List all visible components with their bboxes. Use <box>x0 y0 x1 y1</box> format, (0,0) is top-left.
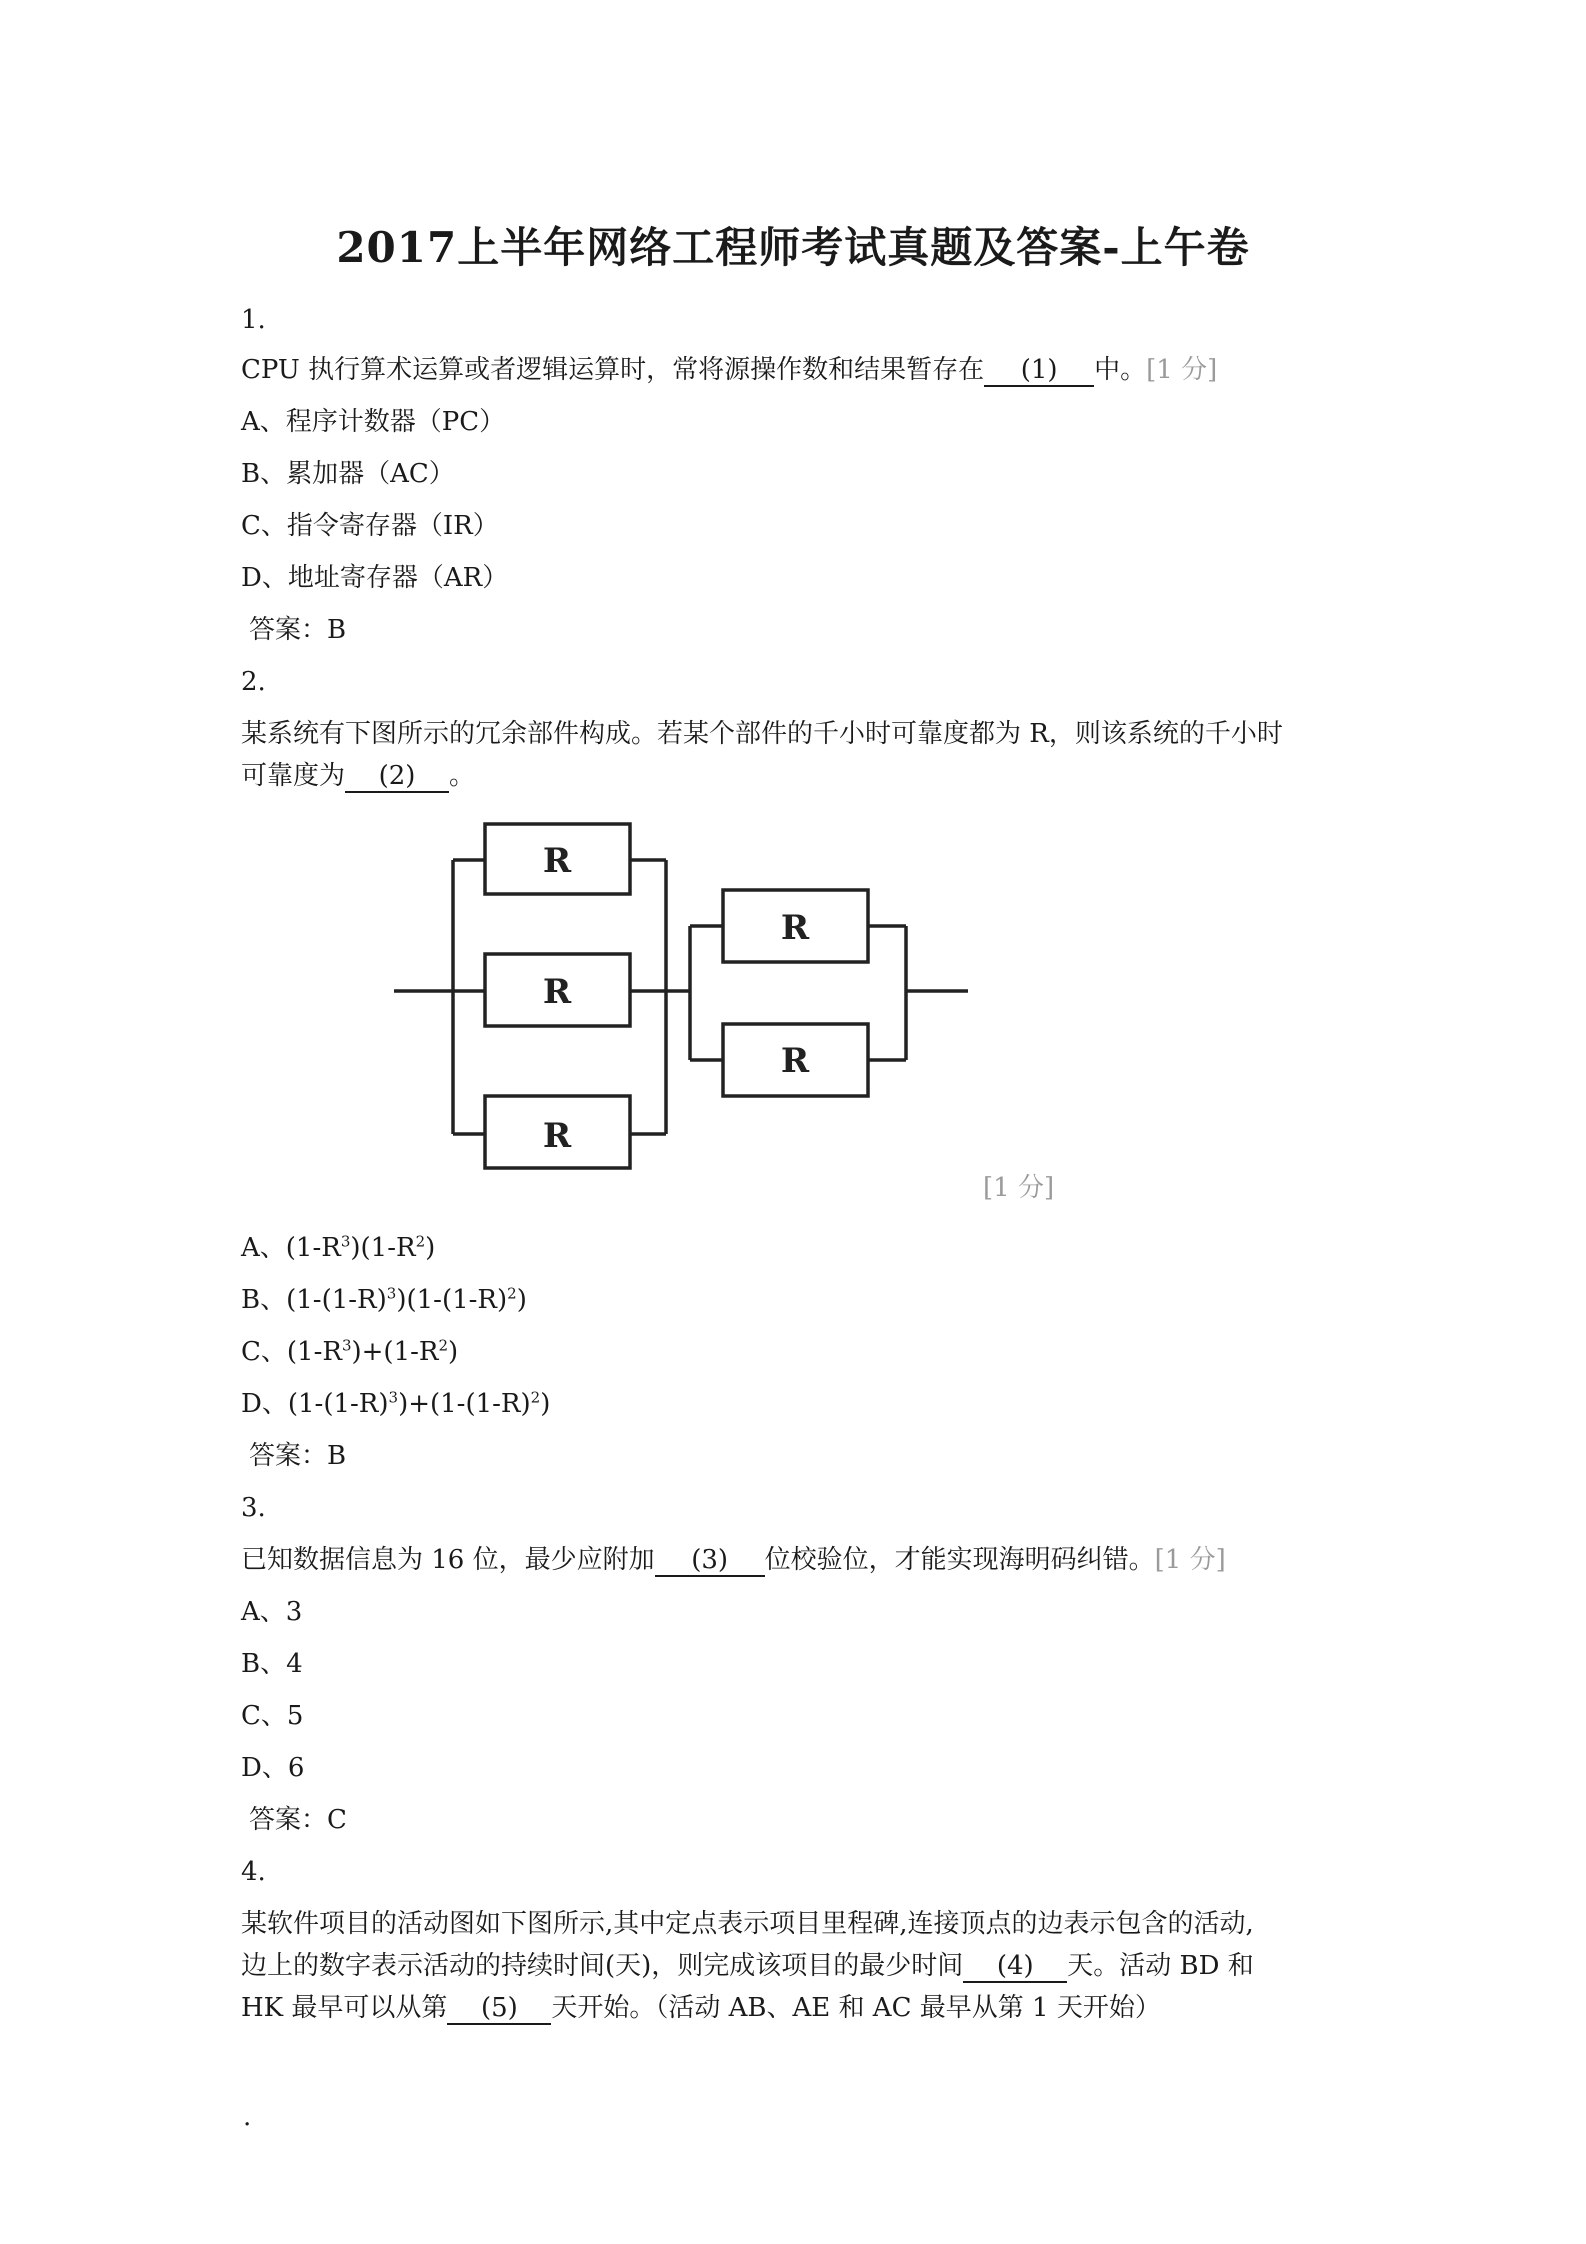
question-3-option-d: D、6 <box>241 1753 305 1783</box>
page-title: 2017上半年网络工程师考试真题及答案-上午卷 <box>336 223 1250 272</box>
question-3-blank: (3) <box>655 1545 765 1577</box>
option-a-exp-2: 2 <box>415 1232 426 1251</box>
option-c-exp-1: 3 <box>341 1336 352 1355</box>
question-4-line-3-before: HK 最早可以从第 <box>241 1993 448 2023</box>
question-1-option-a: A、程序计数器（PC） <box>241 407 506 437</box>
question-1-option-b: B、累加器（AC） <box>241 459 455 489</box>
question-1-option-c: C、指令寄存器（IR） <box>241 511 499 541</box>
option-c-exp-2: 2 <box>438 1336 449 1355</box>
component-r-2: R <box>542 972 572 1012</box>
question-1-option-d: D、地址寄存器（AR） <box>241 563 509 593</box>
question-2-option-a <box>241 1230 435 1266</box>
option-d-suffix: ) <box>540 1389 551 1419</box>
question-4-line-2 <box>241 1948 1254 1984</box>
redundancy-circuit-diagram <box>388 808 998 1208</box>
question-2-blank: (2) <box>345 761 449 793</box>
option-d-mid: )+(1-(1-R) <box>398 1389 531 1419</box>
question-2-text-after: 。 <box>449 761 476 791</box>
question-3-score: [1 分] <box>1154 1545 1226 1575</box>
question-1-text <box>241 352 1217 388</box>
question-3-number: 3. <box>241 1493 266 1523</box>
question-4-line-3-after: 天开始。（活动 AB、AE 和 AC 最早从第 1 天开始） <box>551 1993 1161 2023</box>
question-3-text-before: 已知数据信息为 16 位，最少应附加 <box>241 1545 655 1575</box>
question-3-answer-value: C <box>327 1805 347 1835</box>
question-2-answer <box>249 1438 346 1474</box>
question-2-text-line-2 <box>241 758 475 794</box>
question-2-text-before: 可靠度为 <box>241 761 346 791</box>
question-1-answer <box>249 612 346 648</box>
question-4-line-1: 某软件项目的活动图如下图所示,其中定点表示项目里程碑,连接顶点的边表示包含的活动, <box>241 1909 1254 1939</box>
option-c-suffix: ) <box>448 1337 459 1367</box>
component-r-5: R <box>780 1041 810 1081</box>
footer-dot: . <box>243 2102 252 2132</box>
option-a-exp-1: 3 <box>340 1232 351 1251</box>
question-1-score: [1 分] <box>1146 355 1218 385</box>
question-1-blank: (1) <box>984 355 1094 387</box>
question-2-option-b <box>241 1282 527 1318</box>
option-a-prefix: A、(1-R <box>241 1233 341 1263</box>
option-b-exp-2: 2 <box>507 1284 517 1303</box>
option-c-prefix: C、(1-R <box>241 1337 342 1367</box>
option-d-prefix: D、(1-(1-R) <box>241 1389 389 1419</box>
option-b-mid: )(1-(1-R) <box>396 1285 508 1315</box>
question-4-line-3 <box>241 1990 1161 2026</box>
question-3-option-a: A、3 <box>241 1597 303 1627</box>
question-1-text-before: CPU 执行算术运算或者逻辑运算时，常将源操作数和结果暂存在 <box>241 355 985 385</box>
question-4-line-2-before: 边上的数字表示活动的持续时间(天)，则完成该项目的最少时间 <box>241 1951 964 1981</box>
question-2-number: 2. <box>241 667 266 697</box>
option-b-prefix: B、(1-(1-R) <box>241 1285 387 1315</box>
component-r-1: R <box>542 841 572 881</box>
question-4-blank-4: (4) <box>963 1951 1067 1983</box>
question-1-text-after: 中。 <box>1094 355 1147 385</box>
question-3-answer <box>249 1802 347 1838</box>
question-3-text <box>241 1542 1226 1578</box>
question-1-answer-value: B <box>327 615 347 645</box>
option-c-mid: )+(1-R <box>351 1337 439 1367</box>
question-2-option-d <box>241 1386 550 1422</box>
question-1-number: 1. <box>241 305 266 335</box>
question-2-answer-value: B <box>327 1441 347 1471</box>
question-3-option-b: B、4 <box>241 1649 303 1679</box>
question-4-number: 4. <box>241 1857 266 1887</box>
option-d-exp-2: 2 <box>530 1388 541 1407</box>
question-3-text-after: 位校验位，才能实现海明码纠错。 <box>764 1545 1155 1575</box>
question-2-score: [1 分] <box>983 1173 1055 1203</box>
option-a-suffix: ) <box>425 1233 436 1263</box>
option-b-suffix: ) <box>516 1285 527 1315</box>
component-r-3: R <box>542 1116 572 1156</box>
question-4-line-2-after: 天。活动 BD 和 <box>1067 1951 1254 1981</box>
option-b-exp-1: 3 <box>386 1284 397 1303</box>
answer-label: 答案： <box>249 1805 328 1835</box>
component-r-4: R <box>780 908 810 948</box>
answer-label: 答案： <box>249 1441 328 1471</box>
option-d-exp-1: 3 <box>388 1388 399 1407</box>
answer-label: 答案： <box>249 615 328 645</box>
question-4-blank-5: (5) <box>447 1993 551 2025</box>
question-2-option-c <box>241 1334 458 1370</box>
question-3-option-c: C、5 <box>241 1701 304 1731</box>
option-a-mid: )(1-R <box>350 1233 416 1263</box>
question-2-text-line-1: 某系统有下图所示的冗余部件构成。若某个部件的千小时可靠度都为 R，则该系统的千小时 <box>241 719 1283 749</box>
